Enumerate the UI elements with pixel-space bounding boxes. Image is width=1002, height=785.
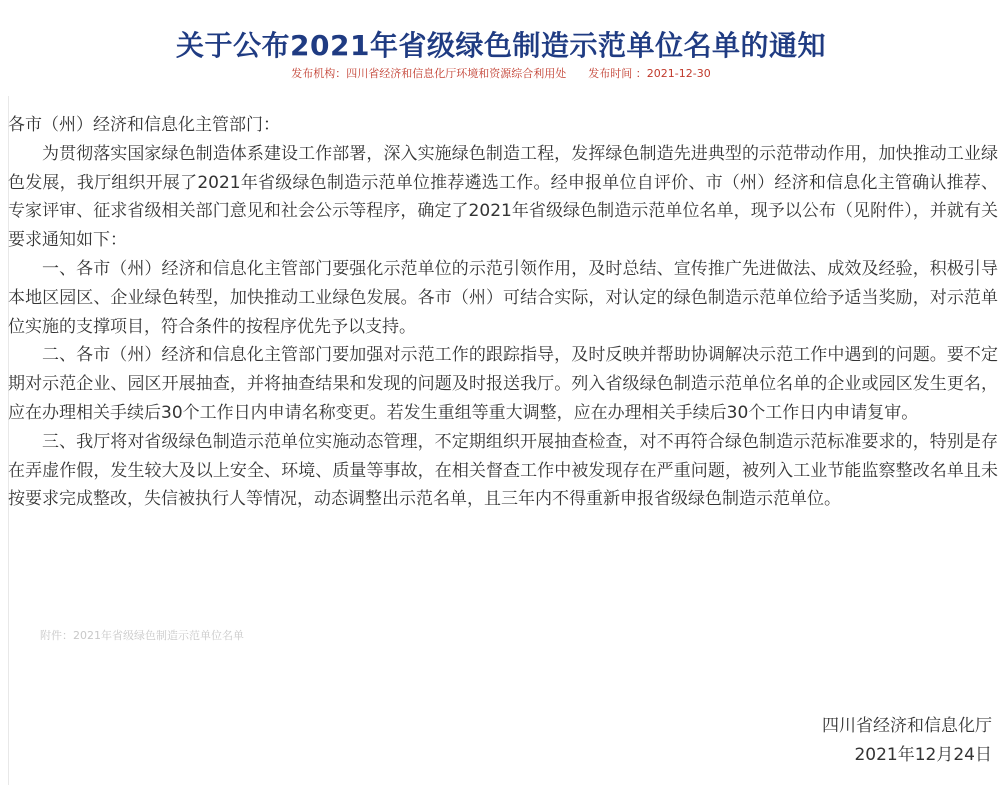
paragraph-item-3: 三、我厅将对省级绿色制造示范单位实施动态管理，不定期组织开展抽查检查，对不再符合绿色制造示范标准要求的，特别是存在弄虚作假，发生较大及以上安全、环境、质量等事故，在相关督查工作中被发现存在严重问题，被列入工业节能监察整改名单且未按要求完成整改，失信被执行人等情况，动态调整出示范名单，且三年内不得重新申报省级绿色制造示范单位。 [8,431,998,510]
notice-body [8,111,998,514]
paragraph-intro: 为贯彻落实国家绿色制造体系建设工作部署，深入实施绿色制造工程，发挥绿色制造先进典型的示范带动作用，加快推动工业绿色发展，我厅组织开展了2021年省级绿色制造示范单位推荐遴选工作。经申报单位自评价、市（州）经济和信息化主管确认推荐、专家评审、征求省级相关部门意见和社会公示等程序，确定了2021年省级绿色制造示范单位名单，现予以公布（见附件），并就有关要求通知如下： [8,143,998,251]
paragraph-item-2: 二、各市（州）经济和信息化主管部门要加强对示范工作的跟踪指导，及时反映并帮助协调解决示范工作中遇到的问题。要不定期对示范企业、园区开展抽查，并将抽查结果和发现的问题及时报送我厅。列入省级绿色制造示范单位名单的企业或园区发生更名，应在办理相关手续后30个工作日内申请名称变更。若发生重组等重大调整，应在办理相关手续后30个工作日内申请复审。 [8,345,998,423]
paragraph-item-1: 一、各市（州）经济和信息化主管部门要强化示范单位的示范引领作用，及时总结、宣传推广先进做法、成效及经验，积极引导本地区园区、企业绿色转型，加快推动工业绿色发展。各市（州）可结合实际，对认定的绿色制造示范单位给予适当奖励，对示范单位实施的支撑项目，符合条件的按程序优先予以支持。 [8,258,998,337]
issuer-label: 发布机构： [291,67,347,80]
salutation: 各市（州）经济和信息化主管部门： [8,115,280,135]
publish-date-label: 发布时间 ： [588,67,647,80]
signature-block [822,712,992,770]
page-title: 关于公布2021年省级绿色制造示范单位名单的通知 [176,28,826,62]
publish-meta [0,66,1002,82]
signature-org: 四川省经济和信息化厅 [822,716,992,736]
issuer-value: 四川省经济和信息化厅环境和资源综合利用处 [346,67,567,80]
signature-date: 2021年12月24日 [854,745,992,765]
attachment-link[interactable]: 附件：2021年省级绿色制造示范单位名单 [40,629,244,642]
publish-date-value: 2021-12-30 [646,67,711,80]
